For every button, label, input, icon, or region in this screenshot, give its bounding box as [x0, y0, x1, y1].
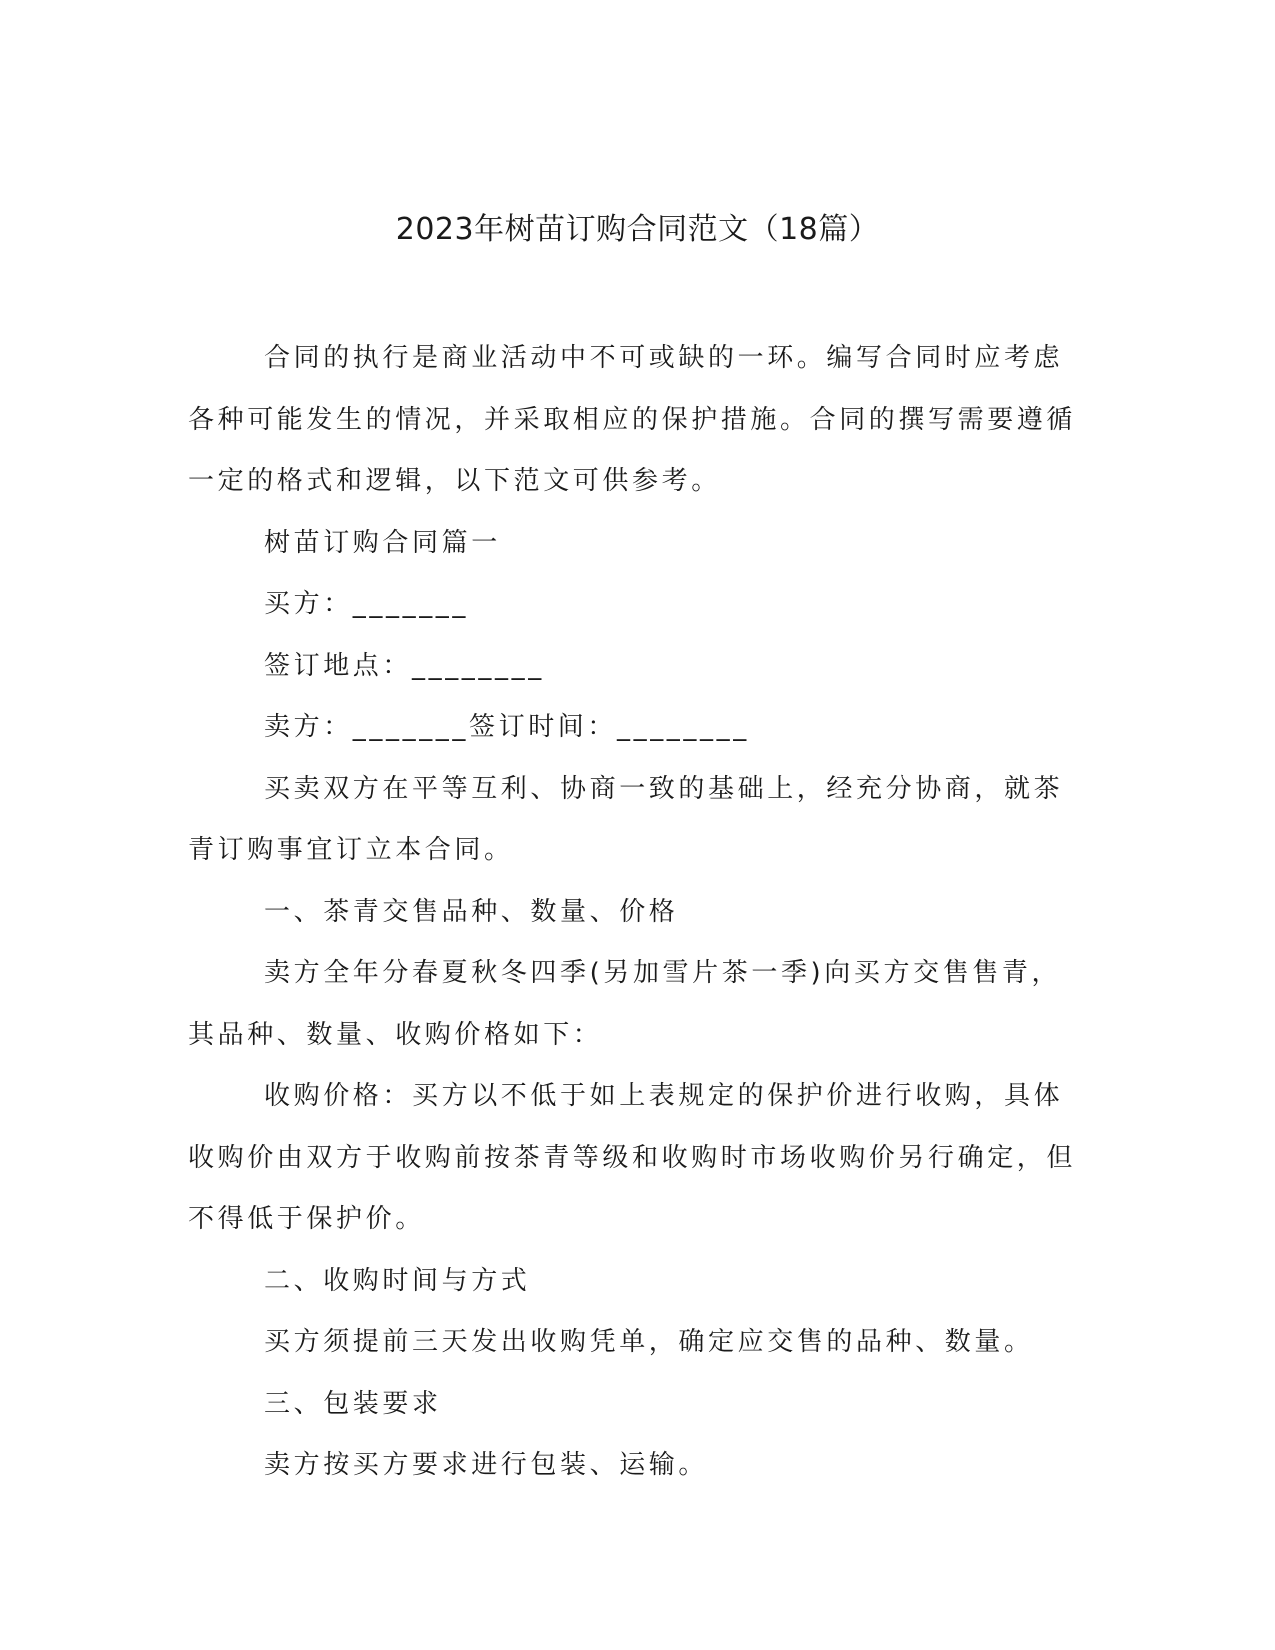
buyer-field: 买方：_______: [264, 589, 469, 619]
clause-heading-1: 一、茶青交售品种、数量、价格: [264, 896, 679, 927]
clause-3-paragraph: 卖方按买方要求进行包装、运输。: [264, 1450, 709, 1480]
clause-1-paragraph-a: 卖方全年分春夏秋冬四季(另加雪片茶一季)向买方交售售青，其品种、数量、收购价格如下：: [188, 958, 1062, 1050]
seller-and-signing-time-field: 卖方：_______签订时间：________: [264, 712, 750, 742]
clause-1-paragraph-b: 收购价格：买方以不低于如上表规定的保护价进行收购，具体收购价由双方于收购前按茶青等级和收购时市场收购价另行确定，但不得低于保护价。: [188, 1081, 1077, 1234]
clause-heading-3: 三、包装要求: [264, 1388, 442, 1419]
clause-heading-2: 二、收购时间与方式: [264, 1265, 531, 1296]
agreement-paragraph: 买卖双方在平等互利、协商一致的基础上，经充分协商，就茶青订购事宜订立本合同。: [188, 773, 1064, 865]
document-body: [188, 328, 1078, 1497]
signing-location-field: 签订地点：________: [264, 650, 545, 681]
clause-2-paragraph: 买方须提前三天发出收购凭单，确定应交售的品种、数量。: [264, 1327, 1034, 1357]
section-heading-part-one: 树苗订购合同篇一: [264, 527, 501, 558]
document-title: 2023年树苗订购合同范文（18篇）: [395, 212, 880, 247]
intro-paragraph: 合同的执行是商业活动中不可或缺的一环。编写合同时应考虑各种可能发生的情况，并采取相应的保护措施。合同的撰写需要遵循一定的格式和逻辑，以下范文可供参考。: [188, 343, 1077, 496]
